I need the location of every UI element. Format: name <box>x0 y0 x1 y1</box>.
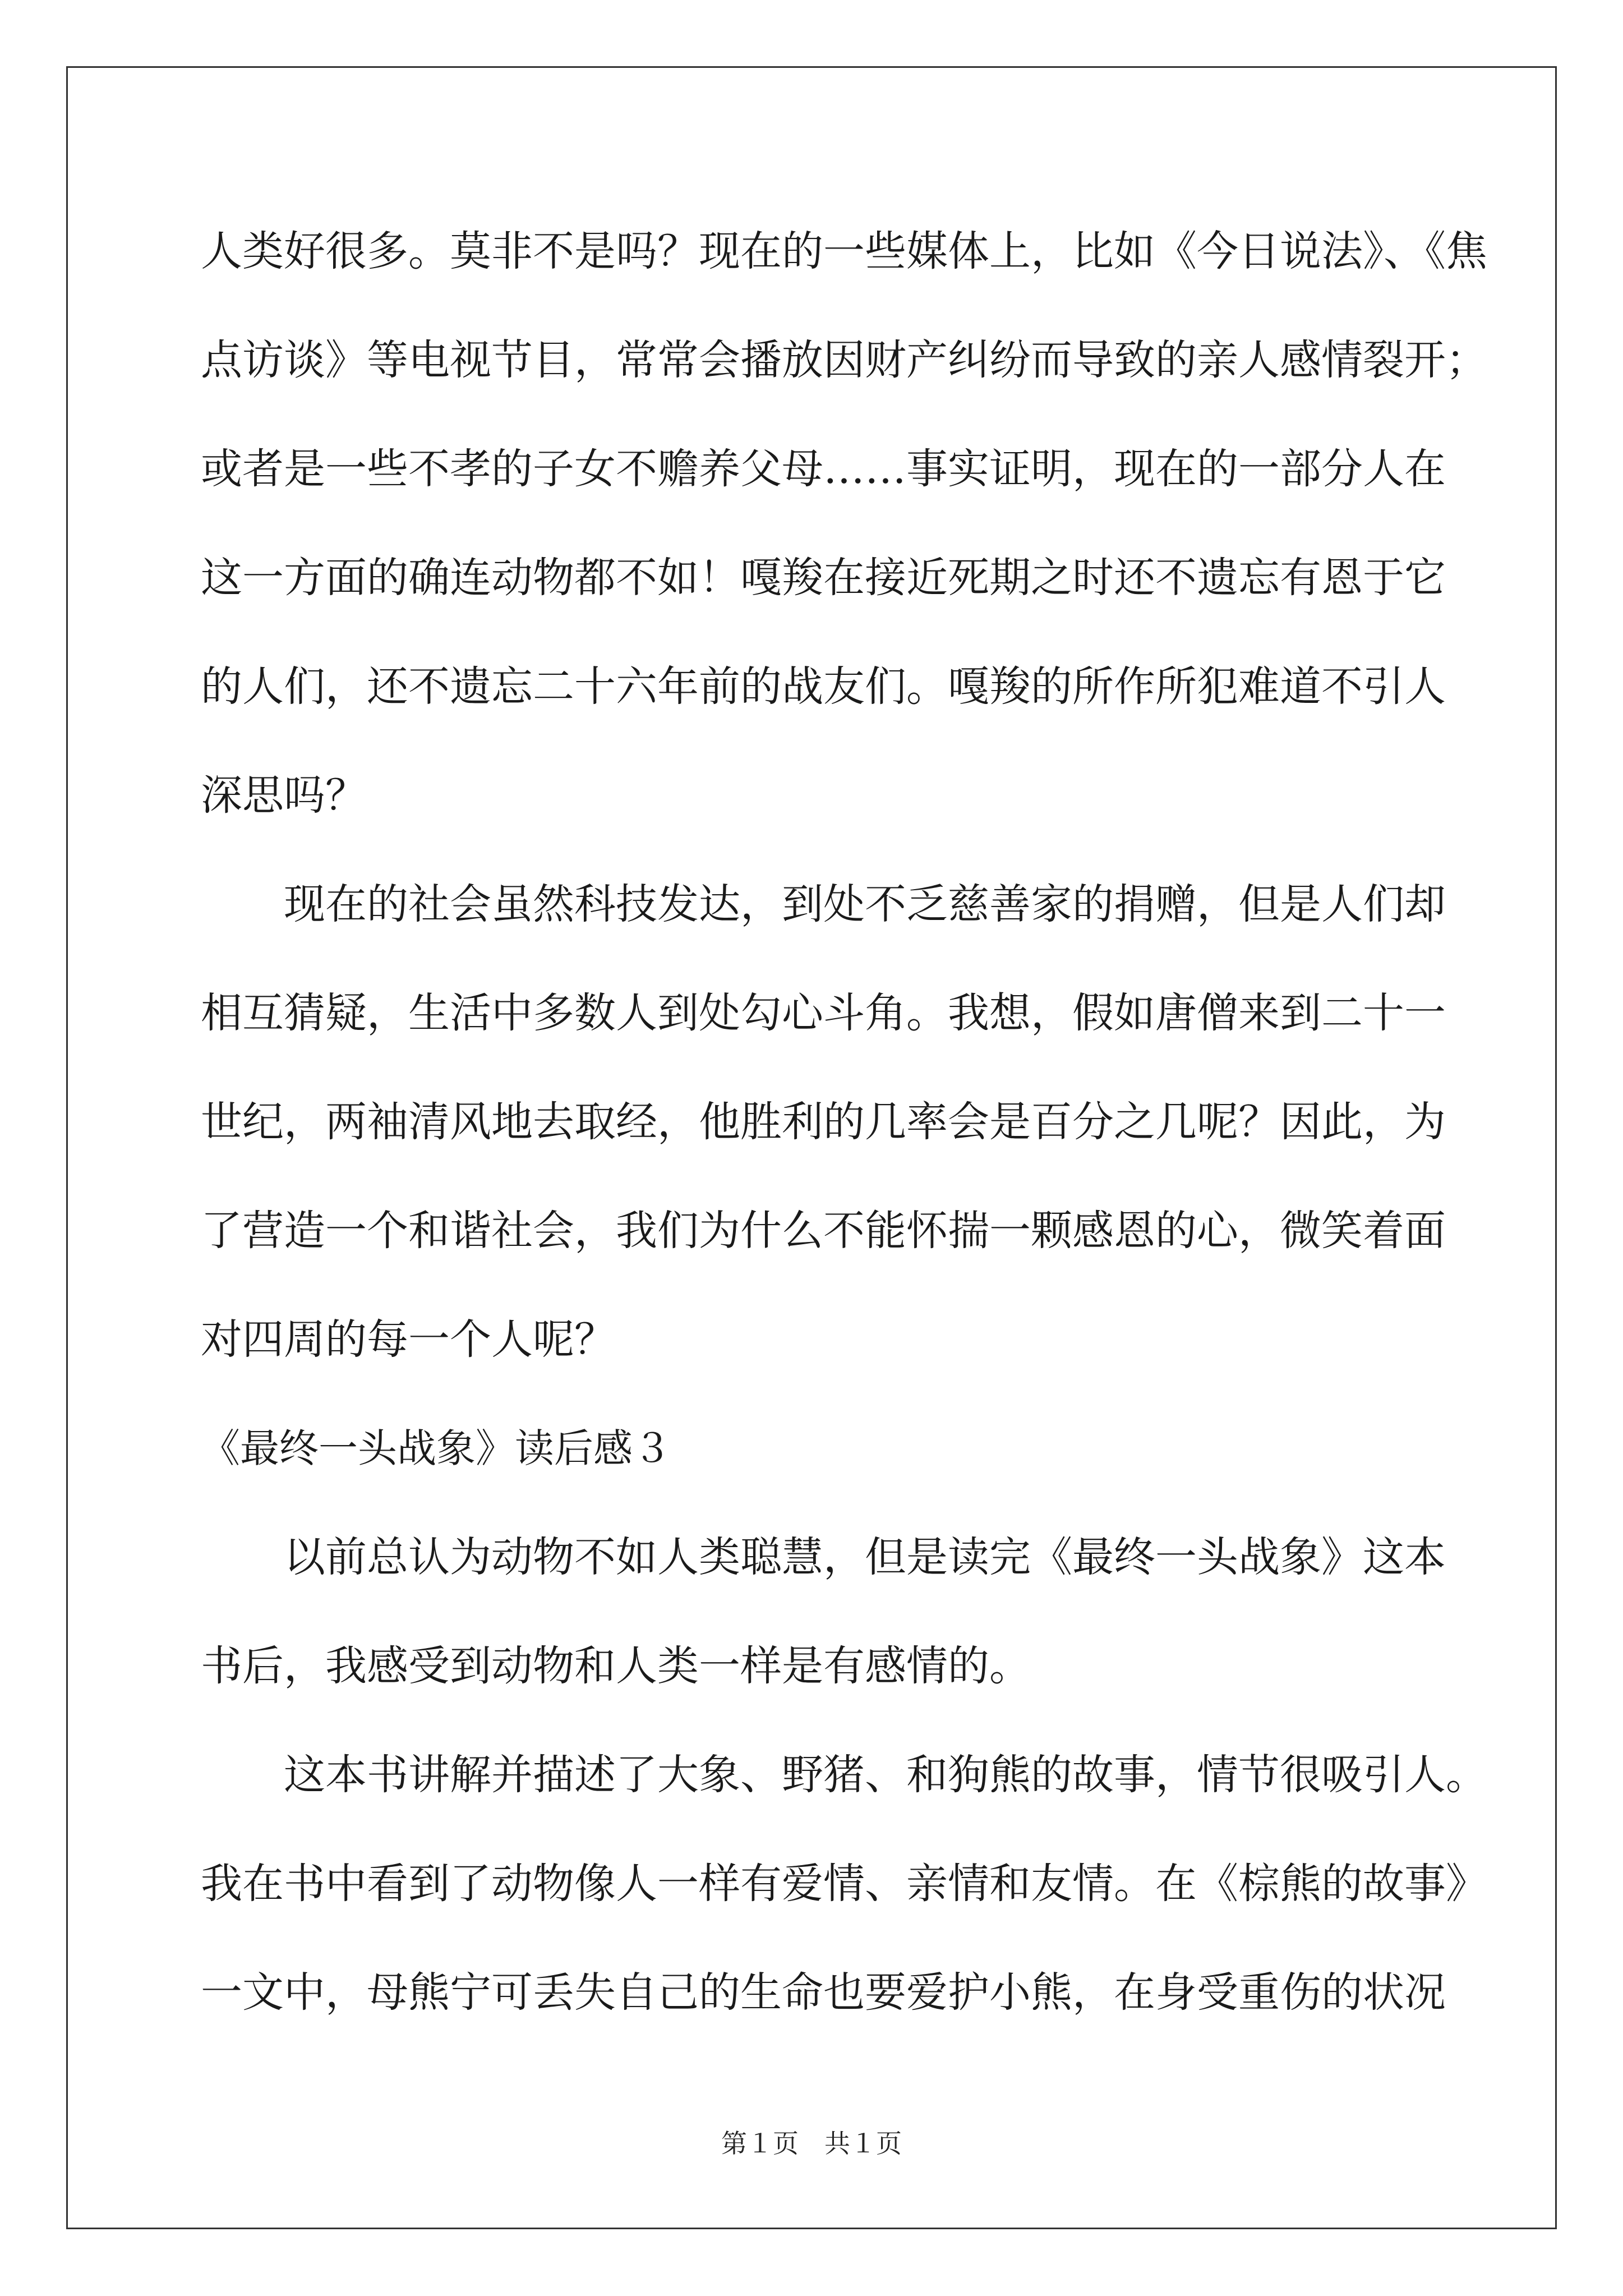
text-line: 以前总认为动物不如人类聪慧，但是读完《最终一头战象》这本 <box>201 1533 1446 1581</box>
text-line: 我在书中看到了动物像人一样有爱情、亲情和友情。在《棕熊的故事》 <box>201 1860 1487 1908</box>
text-line: 相互猜疑，生活中多数人到处勾心斗角。我想，假如唐僧来到二十一 <box>201 989 1446 1037</box>
text-line: 的人们，还不遗忘二十六年前的战友们。嘎羧的所作所犯难道不引人 <box>201 662 1446 711</box>
text-line: 深思吗？ <box>201 771 367 820</box>
text-line: 点访谈》等电视节目，常常会播放因财产纠纷而导致的亲人感情裂开； <box>201 336 1487 384</box>
text-line: 这本书讲解并描述了大象、野猪、和狗熊的故事，情节很吸引人。 <box>201 1751 1487 1799</box>
document-body <box>201 206 1487 2056</box>
text-line: 了营造一个和谐社会，我们为什么不能怀揣一颗感恩的心，微笑着面 <box>201 1207 1446 1255</box>
text-line: 对四周的每一个人呢？ <box>201 1315 616 1364</box>
text-line: 或者是一些不孝的子女不赡养父母……事实证明，现在的一部分人在 <box>201 445 1446 493</box>
text-line: 书后，我感受到动物和人类一样是有感情的。 <box>201 1642 1031 1690</box>
text-line: 这一方面的确连动物都不如！嘎羧在接近死期之时还不遗忘有恩于它 <box>201 554 1446 602</box>
page-footer: 第１页 共１页 <box>721 2128 902 2159</box>
text-line: 人类好很多。莫非不是吗？现在的一些媒体上，比如《今日说法》、《焦 <box>201 227 1487 275</box>
text-line: 一文中，母熊宁可丢失自己的生命也要爱护小熊，在身受重伤的状况 <box>201 1968 1446 2017</box>
text-line: 现在的社会虽然科技发达，到处不乏慈善家的捐赠，但是人们却 <box>201 880 1446 928</box>
section-heading: 《最终一头战象》读后感３ <box>201 1425 672 1471</box>
text-line: 世纪，两袖清风地去取经，他胜利的几率会是百分之几呢？因此，为 <box>201 1098 1446 1146</box>
